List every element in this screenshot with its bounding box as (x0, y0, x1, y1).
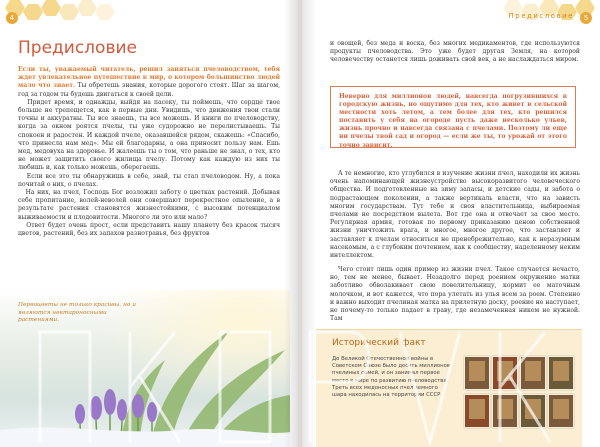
poster-image (548, 356, 574, 390)
poster-image (492, 356, 518, 390)
body-text (18, 66, 280, 238)
right-page (302, 0, 600, 447)
paragraph: На них, на пчел, Господь Бог возложил заботу о цветках растений. Добывая себе пропитание, волей-неволей они совершают перекрестное опыление, а в результате растения становятся жизнестойкими, с высоким потенциалом выживаемости и плодовитости. Многого ли это или мало? (18, 189, 281, 221)
fact-text: До Великой Отечественной войны в Советском Союзе было десять миллионов пчелиных семей, и он занимал первое место в мире по развитию пчеловодства. Треть всех медоносных пчел земного шара находилась на территории СССР. (332, 356, 450, 399)
page-title: Предисловие (18, 38, 137, 58)
poster-image (464, 394, 490, 428)
poster-image (520, 356, 546, 390)
lead-rest: Ты обретешь знания, которые дорогого стоят. Шаг за шагом, год за годом ты будешь двигаться к своей цели. (18, 82, 281, 98)
running-head: Предисловие (508, 12, 574, 20)
paragraph: Чего стоит лишь один пример из жизни пчел. Такое случается нечасто, но, тем не менее, бывает. Незадолго перед роением окружение матки заботливо обволакивает свою повелительницу, кормит ее маточным молочком, и вот кажется, что пора улетать из улья всем за роем. Степенно и важно выходит пчелиная матка на прилетную доску, роение не наступает, не почему-то только падает в траву, где незамеченная никем не нужной. Там (330, 266, 580, 323)
lead-paragraph: Если ты, уважаемый читатель, решил заняться пчеловодством, тебя ждет увлекательное путешествие в мир, о котором большинство людей мало что знает. (18, 66, 280, 90)
highlight-box (330, 86, 576, 148)
gutter-shadow (284, 0, 298, 447)
paragraph: и овощей, без меда и воска, без многих медикаментов, где используются продукты пчеловодства. Это уже будет другая Земля, на которой человечеству останется лишь доживать свой век, а не наслаждаться миром. (330, 40, 580, 64)
left-page (0, 0, 298, 447)
paragraph: А те немногие, кто углубился в изучение жизни пчел, находили их жизнь очень напоминающей жизнеустройство высокоразвитого человеческого общества. И подготовленные на зиму запасы, и детские сады, и забота о подрастающем поколении, а также вертикаль власти, что на зависть многим государствам. Тут тебе и своя властительница, выбираемая пчелами не посредством вылета. Вот где она и отвечает за свое место. Регулярная армия, готовая по первому приказанию ценою собственной жизни уничтожить врага, и многое, многое другое, что заставляет и заставляет к пчелам относиться не пренебрежительно, как к неразумным насекомым, а с глубоким почтением, как к сообществу, наделенному неким интеллектом. (330, 170, 580, 260)
historical-fact-box (316, 329, 582, 447)
highlight-text: Неверно для миллионов людей, навсегда погрузившихся в городскую жизнь, но ощутимо для тех, кто живет в сельской местности хоть летом, а тем более для тех, кто решился поставить у себя на огороде пусть даже несколько ульев, жизнь прочно и навсегда связана с пчелами. Поэтому ли еще ни пчелы твой сад и огород — если же ты, то урожай от этого точно зависит. (339, 93, 567, 149)
vintage-posters-image (464, 356, 574, 438)
poster-image (548, 394, 574, 428)
paragraph: Если все это ты обнаружишь в себе, знай, ты стал пчеловодом. Ну, а пока почитай о них, о пчелах. (18, 172, 281, 188)
page-number: 4 (6, 12, 18, 24)
paragraph: Ответ будет очень прост, если представить нашу планету без красок тысяч цветов, растений, без их запахов разнотравья, без фруктов (18, 221, 280, 238)
poster-image (464, 356, 490, 390)
paragraph: Придет время, и однажды, выйдя на пасеку, ты поймешь, что сердце твое больше не трепещется, как в первые дни. Увидишь, что движения твои стали точны и аккуратны. Ты все знаешь, ты все можешь. И книги по пчеловодству, когда за окном роятся пчелы, ты уже судорожно не перелистываешь. Ты спокоен и радостен. И каждой пчеле, оказавшейся рядом, скажешь: «Спасибо, что принесла нам мед». Мы ей благодарны, а она приносит пользу нам. Ешь мед, медовуха на здоровье. И жалеешь ты о том, что раньше не знал, о тех, кто не может защитить своего жилища пчелу. Потому как каждую из них ты любишь и, как только можешь, оберегаешь. (18, 98, 280, 172)
gutter-shadow (302, 0, 316, 447)
honeycomb-decoration (0, 0, 150, 22)
page-number: 5 (580, 12, 592, 24)
photo-caption: Первоцветы не только красивы, но и являются нектароносными растениями. (18, 302, 136, 324)
poster-image (492, 394, 518, 428)
poster-image (520, 394, 546, 428)
fact-title: Исторический факт (332, 338, 426, 348)
